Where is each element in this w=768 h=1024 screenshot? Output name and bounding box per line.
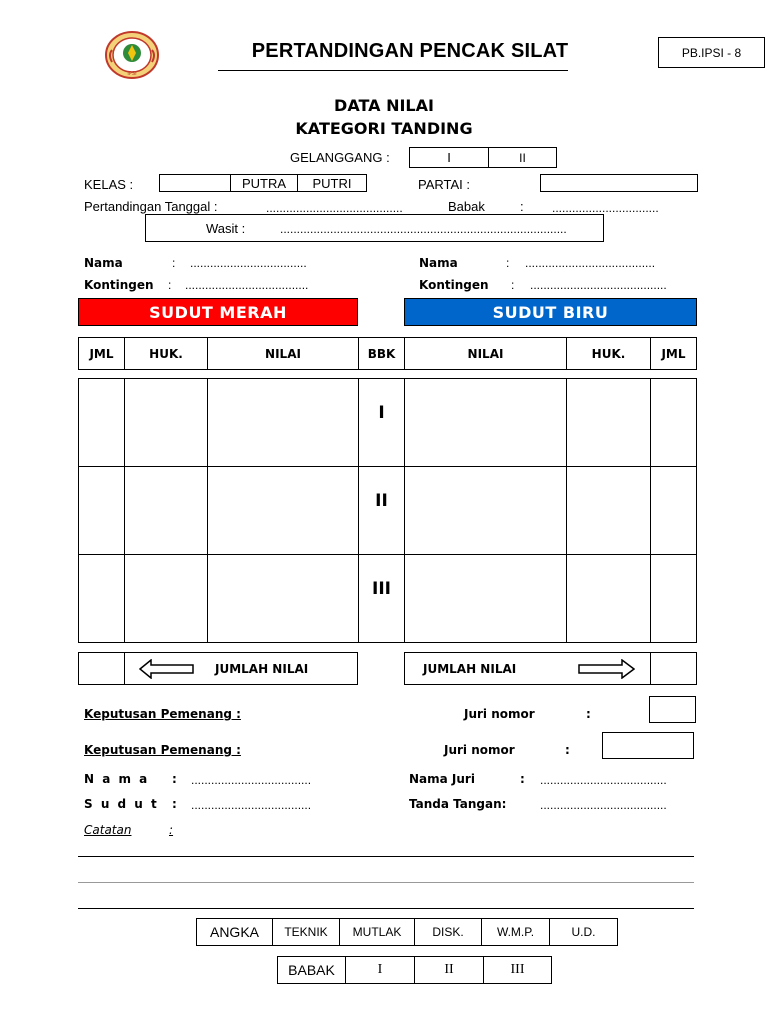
header-nilai-blue: NILAI [404,337,567,370]
nilai-blue-cell[interactable] [404,554,567,643]
blue-nama-label: Nama [419,256,458,270]
juri-nomor-box-2[interactable] [602,732,694,759]
tanggal-dots[interactable]: ......................................... [266,201,403,215]
title-underline [218,70,568,71]
juri-nomor-label-2: Juri nomor [444,743,515,757]
blue-kontingen-dots[interactable]: ......................................... [530,278,667,292]
sudut-dots[interactable]: .................................... [191,798,312,812]
huk-red-cell[interactable] [124,554,208,643]
huk-red-cell[interactable] [124,466,208,555]
wasit-dots[interactable]: ...................................................................................... [280,222,567,236]
nama-juri-label: Nama Juri [409,772,475,786]
catatan-label: Catatan [84,823,132,837]
header-jml-red: JML [78,337,125,370]
red-kontingen-colon: : [168,278,172,292]
nama-label: N a m a [84,772,150,786]
round-row [78,378,697,467]
juri-nomor-colon-1: : [586,707,591,721]
legend-angka-row [196,918,618,946]
arrow-right-icon [577,659,635,679]
kelas-option-putra[interactable]: PUTRA [230,174,298,192]
legend-babak-row [277,956,552,984]
huk-blue-cell[interactable] [566,554,651,643]
jumlah-blue-total-cell[interactable] [650,652,697,685]
legend-mutlak: MUTLAK [339,918,415,946]
huk-blue-cell[interactable] [566,466,651,555]
kelas-label: KELAS : [84,177,134,192]
blue-kontingen-label: Kontingen [419,278,489,292]
wasit-label: Wasit : [206,221,246,236]
gelanggang-option-1[interactable]: I [409,147,489,168]
kelas-option-putri[interactable]: PUTRI [297,174,367,192]
jml-red-cell[interactable] [78,554,125,643]
blue-nama-colon: : [506,256,510,270]
jumlah-blue-row [404,652,697,685]
gelanggang-options [409,147,557,168]
keputusan-label-2: Keputusan Pemenang : [84,743,241,757]
jumlah-red-label: JUMLAH NILAI [215,662,309,676]
sudut-merah-banner: SUDUT MERAH [78,298,358,326]
legend-teknik: TEKNIK [272,918,340,946]
jml-blue-cell[interactable] [650,466,697,555]
catatan-line[interactable] [78,882,694,883]
jumlah-red-label-cell [124,652,358,685]
gelanggang-option-2[interactable]: II [488,147,557,168]
babak-dots[interactable]: ................................ [552,201,659,215]
nilai-red-cell[interactable] [207,466,359,555]
legend-wmp: W.M.P. [481,918,550,946]
babak-label: Babak [448,199,485,214]
blue-nama-dots[interactable]: ....................................... [525,256,656,270]
jml-blue-cell[interactable] [650,378,697,467]
jumlah-red-row [78,652,358,685]
jumlah-red-total-cell[interactable] [78,652,125,685]
gelanggang-label: GELANGGANG : [290,150,390,165]
sudut-label: S u d u t [84,797,159,811]
score-header-row [78,337,697,370]
blue-kontingen-colon: : [511,278,515,292]
nama-colon: : [172,772,177,786]
jml-red-cell[interactable] [78,466,125,555]
nilai-red-cell[interactable] [207,554,359,643]
catatan-line[interactable] [78,856,694,857]
juri-nomor-label-1: Juri nomor [464,707,535,721]
legend-babak: BABAK [277,956,346,984]
catatan-colon: : [169,823,174,837]
sudut-colon: : [172,797,177,811]
nilai-blue-cell[interactable] [404,466,567,555]
nama-juri-colon: : [520,772,525,786]
catatan-line[interactable] [78,908,694,909]
heading-data-nilai: DATA NILAI [334,96,434,115]
sudut-biru-banner: SUDUT BIRU [404,298,697,326]
heading-kategori: KATEGORI TANDING [295,119,473,138]
legend-angka: ANGKA [196,918,273,946]
nilai-blue-cell[interactable] [404,378,567,467]
legend-disk: DISK. [414,918,482,946]
juri-nomor-colon-2: : [565,743,570,757]
wasit-box [145,214,604,242]
juri-nomor-box-1[interactable] [649,696,696,723]
red-kontingen-label: Kontingen [84,278,154,292]
tanda-tangan-dots[interactable]: ...................................... [540,798,667,812]
legend-babak-3: III [483,956,552,984]
arrow-left-icon [139,659,195,679]
legend-babak-1: I [345,956,415,984]
keputusan-label-1: Keputusan Pemenang : [84,707,241,721]
round-label: II [358,466,405,555]
header-bbk: BBK [358,337,405,370]
header-nilai-red: NILAI [207,337,359,370]
kelas-options [159,174,367,192]
header-huk-blue: HUK. [566,337,651,370]
red-nama-label: Nama [84,256,123,270]
jml-blue-cell[interactable] [650,554,697,643]
partai-field[interactable] [540,174,698,192]
round-row [78,466,697,555]
tanda-tangan-label: Tanda Tangan: [409,797,507,811]
jumlah-blue-label-cell [404,652,651,685]
jml-red-cell[interactable] [78,378,125,467]
tanggal-label: Pertandingan Tanggal : [84,199,218,214]
legend-babak-2: II [414,956,484,984]
red-nama-colon: : [172,256,176,270]
partai-label: PARTAI : [418,177,471,192]
red-kontingen-dots[interactable]: ..................................... [185,278,309,292]
form-code-box: PB.IPSI - 8 [658,37,765,68]
nama-juri-dots[interactable]: ...................................... [540,773,667,787]
round-row [78,554,697,643]
huk-blue-cell[interactable] [566,378,651,467]
red-nama-dots[interactable]: ................................... [190,256,307,270]
babak-colon: : [520,199,524,214]
huk-red-cell[interactable] [124,378,208,467]
round-label: I [358,378,405,467]
nilai-red-cell[interactable] [207,378,359,467]
header-huk-red: HUK. [124,337,208,370]
jumlah-blue-label: JUMLAH NILAI [423,662,517,676]
header-jml-blue: JML [650,337,697,370]
nama-dots[interactable]: .................................... [191,773,312,787]
ipsi-logo [104,30,160,80]
kelas-blank-cell[interactable] [159,174,231,192]
svg-text:IPSI: IPSI [127,71,137,77]
legend-ud: U.D. [549,918,618,946]
score-table [78,378,697,643]
round-label: III [358,554,405,643]
page-title: PERTANDINGAN PENCAK SILAT [251,40,569,62]
